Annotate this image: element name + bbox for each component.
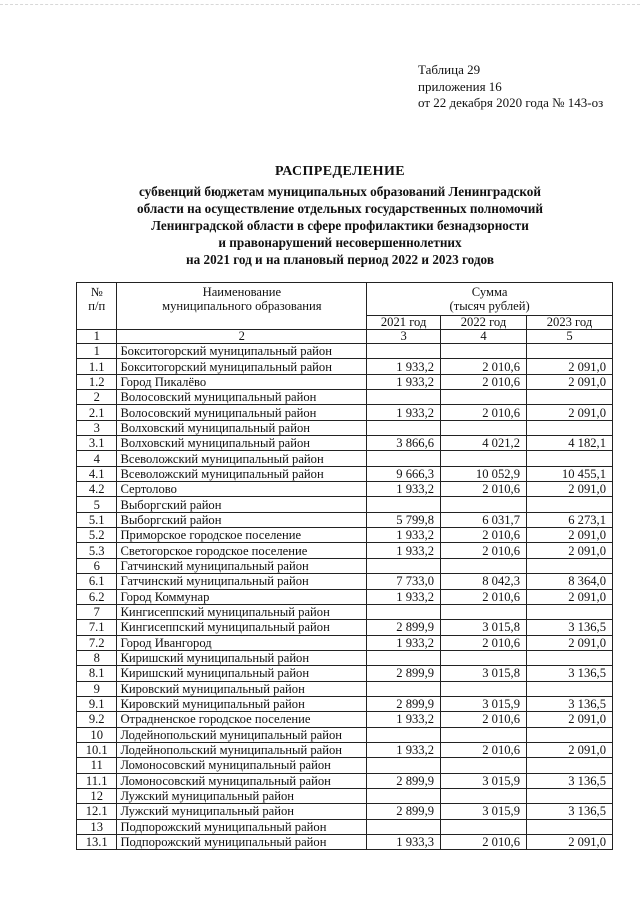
title-line: Ленинградской области в сфере профилактики безнадзорности xyxy=(151,218,529,233)
row-value-2022 xyxy=(441,650,527,665)
row-value-2023: 10 455,1 xyxy=(526,466,612,481)
row-municipality: Сертолово xyxy=(117,482,367,497)
title-main: РАСПРЕДЕЛЕНИЕ xyxy=(275,164,405,179)
table-row xyxy=(77,528,613,543)
row-number: 3.1 xyxy=(77,436,117,451)
header-sum-line: Сумма xyxy=(471,285,508,299)
table-row xyxy=(77,804,613,819)
table-row xyxy=(77,436,613,451)
row-value-2023 xyxy=(526,650,612,665)
row-municipality: Бокситогорский муниципальный район xyxy=(117,344,367,359)
row-municipality: Киришский муниципальный район xyxy=(117,650,367,665)
row-municipality: Волосовский муниципальный район xyxy=(117,390,367,405)
table-row xyxy=(77,819,613,834)
row-value-2021 xyxy=(367,819,441,834)
row-municipality: Кингисеппский муниципальный район xyxy=(117,620,367,635)
row-value-2023 xyxy=(526,390,612,405)
row-municipality: Выборгский район xyxy=(117,512,367,527)
row-value-2022: 2 010,6 xyxy=(441,405,527,420)
table-body xyxy=(77,344,613,850)
row-municipality: Кингисеппский муниципальный район xyxy=(117,604,367,619)
row-value-2022: 10 052,9 xyxy=(441,466,527,481)
row-value-2021 xyxy=(367,558,441,573)
row-value-2021: 1 933,2 xyxy=(367,482,441,497)
row-value-2022 xyxy=(441,727,527,742)
row-number: 9.1 xyxy=(77,696,117,711)
row-number: 5.1 xyxy=(77,512,117,527)
row-value-2022: 2 010,6 xyxy=(441,543,527,558)
row-value-2021 xyxy=(367,604,441,619)
row-number: 5.3 xyxy=(77,543,117,558)
row-value-2021: 1 933,2 xyxy=(367,359,441,374)
row-municipality: Бокситогорский муниципальный район xyxy=(117,359,367,374)
table-row xyxy=(77,788,613,803)
header-sum xyxy=(367,283,613,316)
table-row xyxy=(77,512,613,527)
row-municipality: Ломоносовский муниципальный район xyxy=(117,758,367,773)
index-cell: 4 xyxy=(441,330,527,344)
row-value-2022 xyxy=(441,819,527,834)
subsidy-table xyxy=(76,282,613,850)
row-value-2023 xyxy=(526,788,612,803)
page-top-edge xyxy=(0,4,640,6)
table-row xyxy=(77,497,613,512)
row-value-2022: 2 010,6 xyxy=(441,589,527,604)
row-value-2023 xyxy=(526,344,612,359)
row-value-2022 xyxy=(441,681,527,696)
row-number: 1.1 xyxy=(77,359,117,374)
row-value-2022 xyxy=(441,344,527,359)
row-value-2022: 2 010,6 xyxy=(441,359,527,374)
law-reference: от 22 декабря 2020 года № 143-оз xyxy=(418,95,604,110)
table-row xyxy=(77,681,613,696)
header-sum-line: (тысяч рублей) xyxy=(449,299,530,313)
row-value-2021: 1 933,2 xyxy=(367,712,441,727)
row-value-2021: 1 933,2 xyxy=(367,543,441,558)
header-number-line: п/п xyxy=(88,299,106,313)
title-line: области на осуществление отдельных государственных полномочий xyxy=(137,201,543,216)
row-number: 6.1 xyxy=(77,574,117,589)
table-row xyxy=(77,451,613,466)
row-value-2021 xyxy=(367,344,441,359)
row-municipality: Подпорожский муниципальный район xyxy=(117,835,367,850)
row-municipality: Всеволожский муниципальный район xyxy=(117,466,367,481)
row-municipality: Город Коммунар xyxy=(117,589,367,604)
row-number: 6.2 xyxy=(77,589,117,604)
row-number: 7.2 xyxy=(77,635,117,650)
row-value-2023: 2 091,0 xyxy=(526,635,612,650)
row-number: 2 xyxy=(77,390,117,405)
row-municipality: Лужский муниципальный район xyxy=(117,788,367,803)
row-value-2022: 3 015,9 xyxy=(441,804,527,819)
row-value-2023: 2 091,0 xyxy=(526,528,612,543)
row-number: 3 xyxy=(77,420,117,435)
row-value-2021: 1 933,2 xyxy=(367,635,441,650)
row-value-2021: 5 799,8 xyxy=(367,512,441,527)
row-number: 4.2 xyxy=(77,482,117,497)
row-value-2023: 2 091,0 xyxy=(526,712,612,727)
row-number: 4 xyxy=(77,451,117,466)
row-value-2022 xyxy=(441,558,527,573)
row-value-2023 xyxy=(526,819,612,834)
row-value-2023: 2 091,0 xyxy=(526,374,612,389)
row-value-2022: 2 010,6 xyxy=(441,742,527,757)
row-value-2023 xyxy=(526,558,612,573)
row-number: 9 xyxy=(77,681,117,696)
row-number: 5.2 xyxy=(77,528,117,543)
row-municipality: Киришский муниципальный район xyxy=(117,666,367,681)
index-cell: 1 xyxy=(77,330,117,344)
row-number: 13 xyxy=(77,819,117,834)
row-value-2023 xyxy=(526,727,612,742)
header-year-2021: 2021 год xyxy=(367,316,441,330)
row-value-2021: 2 899,9 xyxy=(367,804,441,819)
row-number: 9.2 xyxy=(77,712,117,727)
row-value-2022 xyxy=(441,420,527,435)
row-value-2022 xyxy=(441,788,527,803)
table-row xyxy=(77,390,613,405)
row-value-2021: 2 899,9 xyxy=(367,773,441,788)
row-value-2022 xyxy=(441,497,527,512)
row-municipality: Волховский муниципальный район xyxy=(117,420,367,435)
row-number: 5 xyxy=(77,497,117,512)
row-number: 11 xyxy=(77,758,117,773)
row-value-2023: 2 091,0 xyxy=(526,359,612,374)
table-row xyxy=(77,482,613,497)
row-value-2021: 2 899,9 xyxy=(367,666,441,681)
table-index-row xyxy=(77,330,613,344)
row-value-2023 xyxy=(526,497,612,512)
row-municipality: Отрадненское городское поселение xyxy=(117,712,367,727)
row-value-2023: 2 091,0 xyxy=(526,405,612,420)
row-number: 8 xyxy=(77,650,117,665)
table-row xyxy=(77,758,613,773)
row-value-2022: 2 010,6 xyxy=(441,635,527,650)
table-row xyxy=(77,666,613,681)
row-value-2021: 7 733,0 xyxy=(367,574,441,589)
table-row xyxy=(77,420,613,435)
row-value-2021: 1 933,2 xyxy=(367,528,441,543)
row-municipality: Лодейнопольский муниципальный район xyxy=(117,727,367,742)
header-number-line: № xyxy=(90,285,103,299)
row-value-2021: 1 933,3 xyxy=(367,835,441,850)
table-row xyxy=(77,558,613,573)
row-value-2022 xyxy=(441,758,527,773)
row-value-2023: 2 091,0 xyxy=(526,543,612,558)
row-municipality: Кировский муниципальный район xyxy=(117,681,367,696)
row-value-2022: 2 010,6 xyxy=(441,835,527,850)
row-number: 7 xyxy=(77,604,117,619)
row-municipality: Волховский муниципальный район xyxy=(117,436,367,451)
row-municipality: Кировский муниципальный район xyxy=(117,696,367,711)
row-value-2022: 6 031,7 xyxy=(441,512,527,527)
row-value-2023: 3 136,5 xyxy=(526,620,612,635)
row-value-2023: 3 136,5 xyxy=(526,773,612,788)
header-municipality xyxy=(117,283,367,330)
header-municipality-line: муниципального образования xyxy=(162,299,322,313)
table-row xyxy=(77,604,613,619)
row-value-2021 xyxy=(367,390,441,405)
table-reference xyxy=(418,62,603,112)
table-row xyxy=(77,359,613,374)
row-number: 12.1 xyxy=(77,804,117,819)
row-value-2022: 2 010,6 xyxy=(441,528,527,543)
row-value-2021: 1 933,2 xyxy=(367,742,441,757)
table-row xyxy=(77,635,613,650)
table-row xyxy=(77,589,613,604)
row-number: 12 xyxy=(77,788,117,803)
row-value-2022: 2 010,6 xyxy=(441,712,527,727)
row-value-2023: 2 091,0 xyxy=(526,835,612,850)
row-value-2023: 2 091,0 xyxy=(526,742,612,757)
row-value-2021 xyxy=(367,650,441,665)
row-municipality: Светогорское городское поселение xyxy=(117,543,367,558)
table-row xyxy=(77,374,613,389)
table-row xyxy=(77,773,613,788)
row-municipality: Волосовский муниципальный район xyxy=(117,405,367,420)
row-value-2021: 9 666,3 xyxy=(367,466,441,481)
row-value-2023: 3 136,5 xyxy=(526,666,612,681)
row-value-2021: 1 933,2 xyxy=(367,405,441,420)
row-value-2021: 2 899,9 xyxy=(367,620,441,635)
table-row xyxy=(77,742,613,757)
row-value-2023: 3 136,5 xyxy=(526,804,612,819)
table-row xyxy=(77,650,613,665)
index-cell: 3 xyxy=(367,330,441,344)
row-value-2023 xyxy=(526,451,612,466)
row-value-2023: 4 182,1 xyxy=(526,436,612,451)
row-number: 1.2 xyxy=(77,374,117,389)
row-value-2021: 1 933,2 xyxy=(367,374,441,389)
row-value-2022: 2 010,6 xyxy=(441,374,527,389)
row-municipality: Город Ивангород xyxy=(117,635,367,650)
table-number: Таблица 29 xyxy=(418,62,481,77)
row-value-2021 xyxy=(367,758,441,773)
row-value-2022: 3 015,8 xyxy=(441,666,527,681)
row-value-2022: 2 010,6 xyxy=(441,482,527,497)
header-municipality-line: Наименование xyxy=(202,285,282,299)
row-municipality: Лужский муниципальный район xyxy=(117,804,367,819)
table-row xyxy=(77,727,613,742)
row-municipality: Гатчинский муниципальный район xyxy=(117,574,367,589)
row-value-2021 xyxy=(367,497,441,512)
row-value-2021: 3 866,6 xyxy=(367,436,441,451)
table-row xyxy=(77,466,613,481)
row-value-2022 xyxy=(441,390,527,405)
row-value-2023 xyxy=(526,604,612,619)
row-number: 7.1 xyxy=(77,620,117,635)
row-value-2023 xyxy=(526,758,612,773)
row-number: 10 xyxy=(77,727,117,742)
row-number: 4.1 xyxy=(77,466,117,481)
table-row xyxy=(77,344,613,359)
row-value-2022: 3 015,8 xyxy=(441,620,527,635)
row-value-2022: 3 015,9 xyxy=(441,696,527,711)
table-row xyxy=(77,405,613,420)
index-cell: 2 xyxy=(117,330,367,344)
table-row xyxy=(77,712,613,727)
index-cell: 5 xyxy=(526,330,612,344)
table-row xyxy=(77,543,613,558)
row-number: 10.1 xyxy=(77,742,117,757)
row-number: 2.1 xyxy=(77,405,117,420)
row-number: 6 xyxy=(77,558,117,573)
row-value-2022 xyxy=(441,604,527,619)
row-number: 1 xyxy=(77,344,117,359)
header-number xyxy=(77,283,117,330)
row-value-2022: 3 015,9 xyxy=(441,773,527,788)
row-value-2023: 8 364,0 xyxy=(526,574,612,589)
row-value-2023 xyxy=(526,681,612,696)
row-municipality: Город Пикалёво xyxy=(117,374,367,389)
row-municipality: Всеволожский муниципальный район xyxy=(117,451,367,466)
table-header-row xyxy=(77,283,613,316)
title-line: субвенций бюджетам муниципальных образований Ленинградской xyxy=(139,184,541,199)
header-year-2023: 2023 год xyxy=(526,316,612,330)
row-value-2023: 6 273,1 xyxy=(526,512,612,527)
table-row xyxy=(77,620,613,635)
row-value-2023: 2 091,0 xyxy=(526,482,612,497)
table-row xyxy=(77,574,613,589)
document-title xyxy=(60,163,620,268)
header-year-2022: 2022 год xyxy=(441,316,527,330)
row-value-2023: 3 136,5 xyxy=(526,696,612,711)
row-municipality: Гатчинский муниципальный район xyxy=(117,558,367,573)
row-value-2021 xyxy=(367,451,441,466)
appendix-reference: приложения 16 xyxy=(418,78,502,94)
row-municipality: Выборгский район xyxy=(117,497,367,512)
row-value-2021: 2 899,9 xyxy=(367,696,441,711)
title-line: и правонарушений несовершеннолетних xyxy=(218,235,462,250)
row-number: 13.1 xyxy=(77,835,117,850)
table-row xyxy=(77,835,613,850)
row-municipality: Приморское городское поселение xyxy=(117,528,367,543)
row-value-2021 xyxy=(367,681,441,696)
row-number: 8.1 xyxy=(77,666,117,681)
row-value-2021 xyxy=(367,727,441,742)
row-municipality: Подпорожский муниципальный район xyxy=(117,819,367,834)
row-value-2021 xyxy=(367,788,441,803)
row-value-2022: 4 021,2 xyxy=(441,436,527,451)
row-value-2021: 1 933,2 xyxy=(367,589,441,604)
row-value-2023 xyxy=(526,420,612,435)
row-municipality: Ломоносовский муниципальный район xyxy=(117,773,367,788)
row-value-2023: 2 091,0 xyxy=(526,589,612,604)
row-number: 11.1 xyxy=(77,773,117,788)
row-value-2021 xyxy=(367,420,441,435)
title-line: на 2021 год и на плановый период 2022 и 2023 годов xyxy=(186,252,494,267)
row-value-2022: 8 042,3 xyxy=(441,574,527,589)
row-municipality: Лодейнопольский муниципальный район xyxy=(117,742,367,757)
table-row xyxy=(77,696,613,711)
row-value-2022 xyxy=(441,451,527,466)
